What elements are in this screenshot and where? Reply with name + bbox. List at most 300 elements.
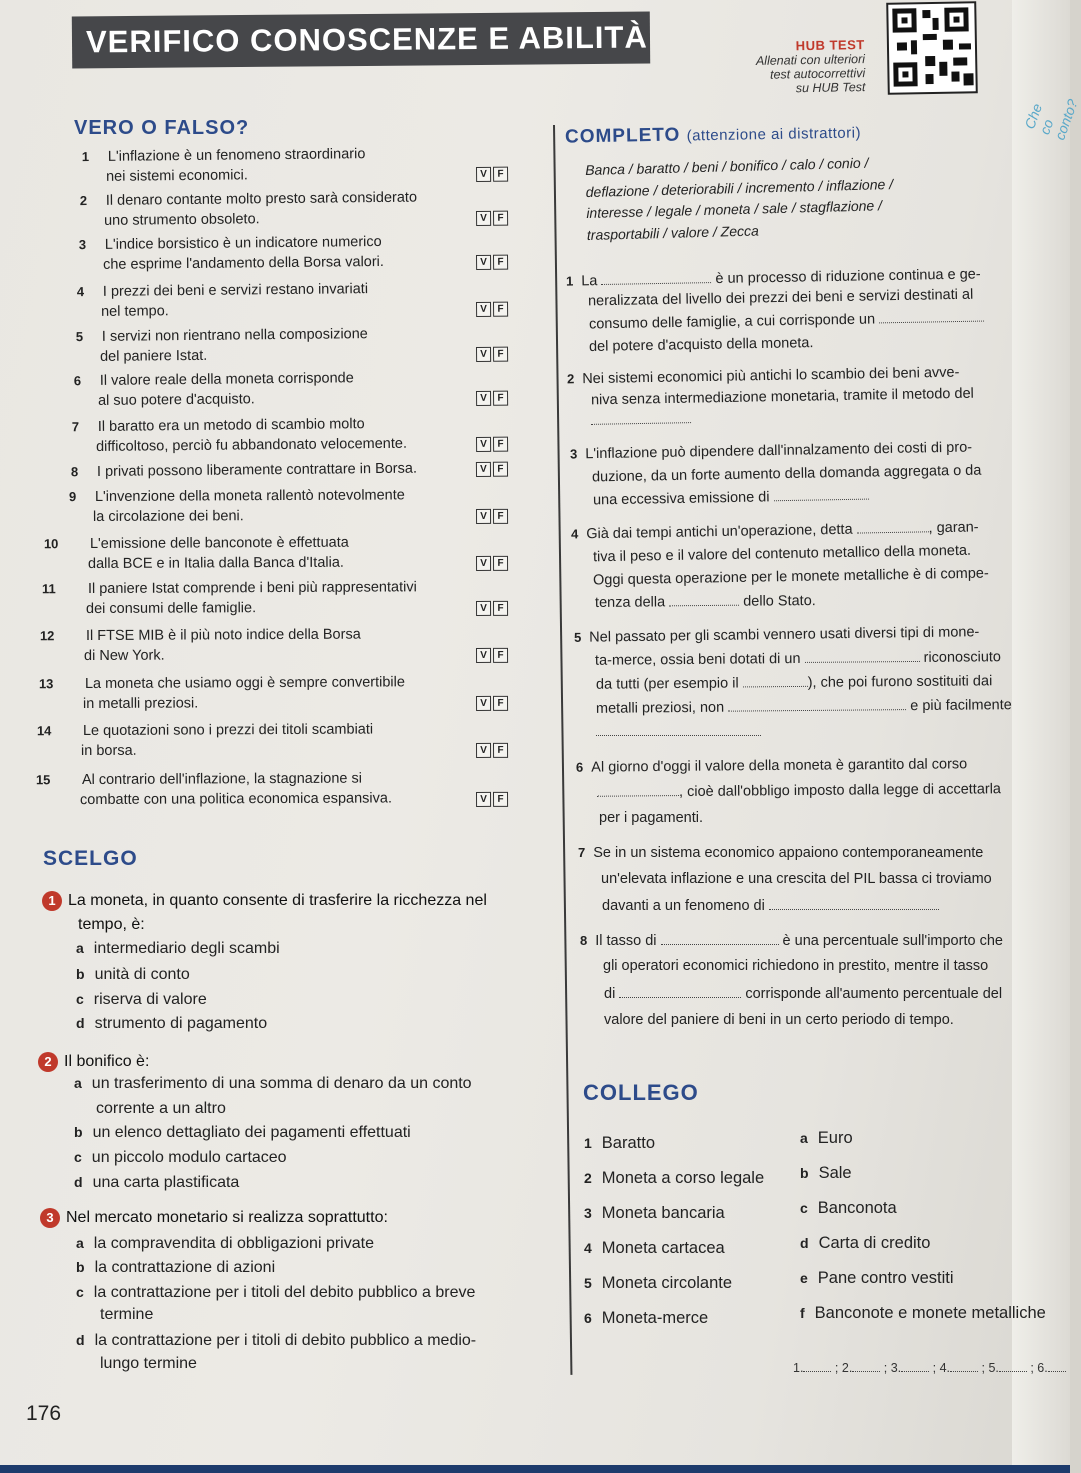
true-false-boxes [476, 391, 508, 406]
statement-line: la circolazione dei beni. [92, 508, 244, 525]
item-number: 1 [81, 149, 90, 165]
fill-text: consumo delle famiglie, a cui corrisponde un [588, 311, 876, 333]
statement-line: L'invenzione della moneta rallentò notevolmente [94, 487, 405, 505]
option-text: la compravendita di obbligazioni private [93, 1235, 374, 1252]
option-text: la contrattazione di azioni [94, 1259, 276, 1276]
section-title-scelgo: SCELGO [43, 847, 138, 870]
hub-test-line: test autocorrettivi [769, 66, 866, 82]
match-text: Banconota [817, 1199, 897, 1217]
statement-line: nei sistemi economici. [105, 167, 248, 185]
fill-text: ta-merce, ossia beni dotati di un [594, 650, 801, 669]
true-checkbox[interactable]: V [476, 437, 491, 452]
fill-text: gli operatori economici richiedono in prestito, mentre il tasso [603, 958, 989, 974]
match-text: Baratto [601, 1134, 655, 1152]
adjacent-page-text: Che co conto? [1021, 96, 1081, 142]
fill-item-number: 7 [578, 845, 586, 860]
item-number: 11 [41, 581, 56, 597]
fill-item [580, 933, 1003, 949]
option-text: un piccolo modulo cartaceo [91, 1149, 287, 1166]
statement-line: Il FTSE MIB è il più noto indice della Borsa [85, 626, 361, 645]
match-letter: c [800, 1200, 808, 1216]
question-text: La moneta, in quanto consente di trasferire la ricchezza nel [68, 892, 487, 909]
true-false-boxes [476, 509, 508, 524]
statement-line: che esprime l'andamento della Borsa valori. [102, 253, 384, 273]
statement-line: nel tempo. [100, 303, 169, 320]
mc-option-d[interactable] [76, 1015, 267, 1033]
true-false-boxes [476, 211, 508, 226]
true-false-boxes [476, 255, 508, 270]
fill-item-line [593, 488, 869, 509]
fill-item-line [596, 697, 1012, 717]
fill-text: La [581, 273, 598, 290]
fill-text: tenza della [594, 594, 666, 611]
option-letter: d [76, 1332, 85, 1348]
match-text: Moneta bancaria [601, 1204, 725, 1222]
column-divider [553, 125, 575, 1375]
fill-text: Nel passato per gli scambi vennero usati diversi tipi di mone- [589, 624, 980, 646]
fill-blank[interactable] [596, 724, 761, 736]
true-false-item [48, 460, 518, 487]
fill-item-line [604, 986, 1002, 1002]
true-checkbox[interactable]: V [476, 167, 491, 182]
statement-line: difficoltoso, perciò fu abbandonato velocemente. [95, 435, 408, 455]
fill-blank[interactable] [661, 933, 779, 945]
fill-item [571, 519, 979, 542]
item-number: 5 [75, 329, 84, 345]
false-checkbox[interactable]: F [493, 391, 508, 406]
question-number-badge: 2 [38, 1052, 58, 1072]
false-checkbox[interactable]: F [493, 462, 508, 477]
fill-item-number: 2 [566, 371, 575, 387]
match-letter: d [800, 1235, 809, 1251]
true-false-boxes [476, 743, 508, 758]
fill-text: ), che poi furono sostituiti dai [807, 673, 993, 691]
true-false-boxes [476, 792, 508, 807]
statement-line: dei consumi delle famiglie. [85, 600, 257, 618]
option-text: una carta plastificata [92, 1174, 240, 1191]
word-bank-line: interesse / legale / moneta / sale / stagflazione / [586, 197, 883, 222]
match-letter: b [800, 1165, 809, 1181]
statement-line: La moneta che usiamo oggi è sempre convertibile [84, 674, 405, 693]
fill-text: del potere d'acquisto della moneta. [588, 335, 814, 355]
fill-text: e più facilmente [910, 697, 1012, 715]
fill-text: niva senza intermediazione monetaria, tramite il metodo del [590, 385, 974, 409]
fill-blank[interactable] [743, 675, 808, 688]
match-text: Banconote e monete metalliche [814, 1304, 1046, 1322]
statement-line: Le quotazioni sono i prezzi dei titoli scambiati [82, 721, 374, 740]
mc-option-b[interactable] [74, 1124, 411, 1142]
option-text: unità di conto [94, 966, 190, 983]
item-number: 9 [68, 489, 77, 505]
match-text: Moneta cartacea [601, 1239, 725, 1257]
fill-item-line [597, 781, 1001, 801]
match-text: Carta di credito [818, 1234, 931, 1252]
match-left-item [584, 1134, 655, 1153]
mc-option-b[interactable] [76, 966, 190, 984]
fill-text: tiva il peso e il valore del contenuto metallico della moneta. [592, 542, 972, 566]
true-false-boxes [476, 462, 508, 477]
completo-subtitle: (attenzione ai distrattori) [686, 124, 862, 145]
fill-blank[interactable] [601, 271, 711, 285]
fill-blank[interactable] [769, 898, 939, 910]
fill-text: riconosciuto [923, 649, 1002, 666]
false-checkbox[interactable]: F [493, 167, 508, 182]
true-checkbox[interactable]: V [476, 391, 491, 406]
fill-item-number: 3 [569, 446, 578, 462]
match-right-item [800, 1234, 930, 1253]
fill-blank[interactable] [591, 411, 691, 425]
statement-line: I privati possono liberamente contrattare in Borsa. [96, 460, 418, 480]
item-number: 12 [39, 628, 55, 644]
option-text: lungo termine [100, 1355, 197, 1372]
question-number-badge: 3 [40, 1208, 60, 1228]
true-false-boxes [476, 696, 508, 711]
fill-text: dello Stato. [743, 593, 816, 610]
match-right-item [800, 1199, 897, 1218]
match-right-item [800, 1269, 954, 1288]
qr-code-icon[interactable] [886, 1, 978, 95]
match-right-item [800, 1304, 1046, 1323]
fill-text: è un processo di riduzione continua e ge- [715, 266, 981, 288]
fill-text: duzione, da un forte aumento della domanda aggregata o da [591, 462, 982, 486]
true-false-boxes [476, 601, 508, 616]
match-left-item [584, 1309, 708, 1328]
statement-line: Il paniere Istat comprende i beni più rappresentativi [87, 579, 417, 598]
true-false-item [39, 626, 518, 672]
match-text: Sale [818, 1164, 852, 1182]
true-false-item [48, 233, 518, 282]
fill-blank[interactable] [619, 986, 741, 998]
item-number: 4 [76, 284, 85, 300]
option-letter: a [76, 1235, 84, 1251]
match-letter: e [800, 1270, 808, 1286]
mc-option-a[interactable] [76, 1235, 374, 1253]
option-text: la contrattazione per i titoli del debito pubblico a breve [93, 1284, 476, 1301]
true-false-item [48, 145, 518, 194]
true-checkbox[interactable]: V [476, 255, 491, 270]
option-text: la contrattazione per i titoli di debito pubblico a medio- [94, 1332, 477, 1349]
statement-line: Il valore reale della moneta corrisponde [99, 370, 354, 389]
match-number: 2 [584, 1170, 592, 1186]
item-number: 3 [78, 237, 87, 253]
fill-text: un'elevata inflazione e una crescita del PIL bassa ci troviamo [601, 871, 992, 887]
answer-slot-label: ; 6. [1030, 1361, 1048, 1375]
statement-line: combatte con una politica economica espansiva. [79, 790, 393, 809]
match-number: 1 [584, 1135, 592, 1151]
fill-item-line [595, 649, 1001, 669]
true-false-boxes [476, 556, 508, 571]
fill-item [567, 365, 960, 388]
true-checkbox[interactable]: V [476, 211, 491, 226]
answer-slot-label: 1. [793, 1361, 804, 1375]
answer-blank[interactable] [999, 1360, 1027, 1372]
question-text: Il bonifico è: [64, 1053, 150, 1070]
fill-item-number: 6 [575, 759, 584, 775]
statement-line: uno strumento obsoleto. [103, 211, 260, 229]
option-letter: d [74, 1174, 83, 1190]
true-checkbox[interactable]: V [476, 743, 491, 758]
option-letter: b [76, 966, 85, 982]
page-banner: VERIFICO CONOSCENZE E ABILITÀ [72, 11, 650, 68]
option-text: termine [100, 1306, 154, 1323]
fill-item-line [596, 673, 992, 692]
statement-line: di New York. [83, 647, 165, 665]
statement-line: Al contrario dell'inflazione, la stagnazione si [81, 770, 363, 789]
fill-text: davanti a un fenomeno di [602, 898, 765, 914]
mc-option-b[interactable] [76, 1259, 275, 1277]
fill-text: Al giorno d'oggi il valore della moneta è garantito dal corso [591, 756, 968, 776]
fill-item [574, 624, 979, 646]
match-text: Euro [817, 1129, 853, 1147]
fill-item-line [589, 310, 984, 333]
match-text: Moneta a corso legale [601, 1169, 765, 1187]
match-left-item [584, 1274, 732, 1293]
statement-line: I servizi non rientrano nella composizione [101, 326, 368, 345]
fill-item [576, 756, 967, 775]
answer-slot-label: ; 3. [883, 1361, 902, 1375]
match-left-item [584, 1204, 725, 1223]
fill-blank[interactable] [597, 784, 679, 797]
option-letter: a [76, 940, 84, 956]
answer-blank[interactable] [852, 1360, 880, 1372]
option-letter: b [74, 1124, 83, 1140]
match-left-item [584, 1169, 764, 1188]
section-title-vero-falso: VERO O FALSO? [74, 117, 250, 139]
answer-slot-label: ; 4. [932, 1361, 951, 1375]
option-letter: c [74, 1149, 82, 1165]
fill-item-number: 4 [570, 526, 579, 542]
item-number: 13 [38, 676, 54, 692]
answer-blank[interactable] [901, 1360, 929, 1372]
fill-text: Il tasso di [595, 933, 657, 949]
true-checkbox[interactable]: V [476, 792, 491, 807]
fill-text: di [604, 986, 616, 1002]
true-checkbox[interactable]: V [476, 648, 491, 663]
option-letter: d [76, 1015, 85, 1031]
word-bank-line: trasportabili / valore / Zecca [586, 222, 759, 243]
match-number: 3 [584, 1205, 592, 1221]
false-checkbox[interactable]: F [493, 211, 508, 226]
true-false-item [35, 770, 518, 816]
item-number: 6 [73, 373, 82, 389]
true-false-boxes [476, 167, 508, 182]
fill-text: valore del paniere di beni in un certo periodo di tempo. [604, 1012, 954, 1028]
true-false-boxes [476, 437, 508, 452]
statement-line: L'inflazione è un fenomeno straordinario [107, 146, 366, 165]
mc-option-c[interactable] [76, 1284, 475, 1302]
word-bank-line: Banca / baratto / beni / bonifico / calo / conio / [584, 154, 869, 179]
false-checkbox[interactable]: F [493, 696, 508, 711]
true-checkbox[interactable]: V [476, 302, 491, 317]
false-checkbox[interactable]: F [493, 347, 508, 362]
statement-line: in metalli preziosi. [82, 695, 199, 713]
hub-test-line: su HUB Test [795, 80, 866, 96]
fill-text: Nei sistemi economici più antichi lo scambio dei beni avve- [582, 364, 960, 388]
fill-blank[interactable] [804, 650, 919, 663]
true-false-item [48, 189, 518, 238]
fill-text: neralizzata del livello dei prezzi dei beni e servizi destinati al [587, 286, 974, 310]
fill-item-line [591, 411, 691, 429]
true-false-item [38, 674, 518, 720]
fill-text: , cioè dall'obbligo imposto dalla legge di accettarla [678, 781, 1002, 801]
match-number: 6 [584, 1310, 592, 1326]
true-checkbox[interactable]: V [476, 509, 491, 524]
page-number: 176 [26, 1402, 62, 1425]
statement-line: I prezzi dei beni e servizi restano invariati [102, 281, 369, 300]
answer-slot-label: ; 5. [981, 1361, 999, 1375]
answer-blank[interactable] [1048, 1360, 1066, 1372]
section-title-collego: COLLEGO [583, 1080, 699, 1105]
fill-text: una eccessiva emissione di [592, 489, 770, 509]
mc-option-a[interactable] [74, 1075, 472, 1093]
true-false-item [48, 280, 518, 329]
question-text: tempo, è: [78, 916, 145, 933]
false-checkbox[interactable]: F [493, 255, 508, 270]
option-letter: a [74, 1075, 82, 1091]
fill-item-line [596, 724, 761, 740]
item-number: 8 [70, 464, 79, 480]
answer-blank[interactable] [950, 1360, 978, 1372]
section-title-completo [565, 121, 861, 148]
true-false-item [48, 415, 518, 464]
completo-title: COMPLETO [564, 124, 681, 148]
mc-option-c[interactable] [74, 1149, 287, 1167]
item-number: 10 [43, 536, 59, 552]
false-checkbox[interactable]: F [493, 556, 508, 571]
fill-blank[interactable] [773, 488, 868, 502]
true-false-item [48, 369, 518, 418]
true-false-boxes [476, 302, 508, 317]
match-text: Moneta-merce [601, 1309, 709, 1327]
word-bank [585, 152, 895, 246]
true-false-item [41, 579, 518, 625]
statement-line: dalla BCE e in Italia dalla Banca d'Italia. [87, 554, 344, 573]
true-checkbox[interactable]: V [476, 696, 491, 711]
fill-text: Già dai tempi antichi un'operazione, detta [586, 521, 853, 543]
match-number: 5 [584, 1275, 592, 1291]
match-letter: f [800, 1305, 805, 1321]
question-text: Nel mercato monetario si realizza soprattutto: [66, 1209, 388, 1226]
match-text: Pane contro vestiti [817, 1269, 954, 1287]
mc-question [38, 1052, 149, 1072]
mc-question [40, 1208, 388, 1228]
statement-line: al suo potere d'acquisto. [97, 391, 255, 409]
true-false-boxes [476, 648, 508, 663]
mc-option-c[interactable] [76, 991, 207, 1009]
false-checkbox[interactable]: F [493, 743, 508, 758]
option-text: un trasferimento di una somma di denaro da un conto [91, 1075, 472, 1092]
fill-text: , garan- [928, 519, 979, 537]
match-right-item [800, 1129, 853, 1148]
fill-item-number: 5 [573, 629, 582, 645]
item-number: 7 [71, 419, 80, 435]
option-letter: c [76, 1284, 84, 1300]
mc-option-d[interactable] [74, 1174, 239, 1192]
option-text: corrente a un altro [96, 1100, 226, 1117]
true-checkbox[interactable]: V [476, 556, 491, 571]
fill-text: L'inflazione può dipendere dall'innalzamento dei costi di pro- [585, 439, 973, 463]
mc-question [42, 891, 487, 911]
item-number: 2 [79, 193, 88, 209]
answer-slot-label: ; 2. [834, 1361, 853, 1375]
true-false-item [48, 487, 518, 533]
false-checkbox[interactable]: F [493, 302, 508, 317]
hub-test-title: HUB TEST [795, 37, 865, 54]
fill-text: per i pagamenti. [599, 810, 703, 826]
statement-line: Il baratto era un metodo di scambio molto [97, 416, 365, 435]
answer-blank[interactable] [803, 1360, 831, 1372]
fill-text: metalli preziosi, non [595, 699, 725, 717]
fill-item [570, 439, 972, 462]
fill-item-number: 8 [580, 933, 588, 948]
fill-blank[interactable] [879, 310, 984, 324]
fill-text: è una percentuale sull'importo che [782, 933, 1003, 949]
false-checkbox[interactable]: F [493, 509, 508, 524]
statement-line: del paniere Istat. [99, 347, 208, 365]
fill-text: Oggi questa operazione per le monete metalliche è di compe- [592, 565, 989, 589]
fill-blank[interactable] [856, 520, 928, 533]
false-checkbox[interactable]: F [493, 648, 508, 663]
statement-line: L'emissione delle banconote è effettuata [89, 534, 349, 553]
fill-text: corrisponde all'aumento percentuale del [745, 986, 1003, 1002]
matching-answer-line [793, 1360, 1066, 1375]
item-number: 15 [35, 772, 51, 788]
match-right-item [800, 1164, 852, 1183]
option-letter: b [76, 1259, 85, 1275]
false-checkbox[interactable]: F [493, 601, 508, 616]
hub-test-line: Allenati con ulteriori [755, 52, 866, 68]
false-checkbox[interactable]: F [493, 437, 508, 452]
question-number-badge: 1 [42, 891, 62, 911]
fill-text: da tutti (per esempio il [595, 675, 739, 693]
statement-line: L'indice borsistico è un indicatore numerico [104, 233, 382, 253]
true-false-boxes [476, 347, 508, 362]
match-text: Moneta circolante [601, 1274, 733, 1292]
fill-item-line [602, 898, 939, 914]
false-checkbox[interactable]: F [493, 792, 508, 807]
true-false-item [48, 325, 518, 374]
fill-blank[interactable] [669, 594, 739, 607]
match-left-item [584, 1239, 725, 1258]
fill-blank[interactable] [728, 698, 906, 712]
item-number: 14 [36, 723, 52, 739]
statement-line: in borsa. [80, 742, 137, 760]
fill-text: Se in un sistema economico appaiono contemporaneamente [593, 845, 984, 861]
option-text: strumento di pagamento [94, 1015, 268, 1032]
match-number: 4 [584, 1240, 592, 1256]
fill-item [566, 266, 981, 289]
fill-item-number: 1 [565, 273, 574, 289]
true-false-item [36, 721, 518, 767]
word-bank-line: deflazione / deteriorabili / incremento / inflazione / [585, 175, 894, 200]
mc-option-d[interactable] [76, 1332, 476, 1350]
true-false-item [43, 534, 518, 580]
true-checkbox[interactable]: V [476, 601, 491, 616]
option-letter: c [76, 991, 84, 1007]
statement-line: Il denaro contante molto presto sarà considerato [105, 189, 418, 209]
fill-item [578, 845, 983, 861]
fill-item-line [595, 593, 816, 611]
option-text: riserva di valore [93, 991, 207, 1008]
bottom-strip [0, 1465, 1070, 1473]
hub-test-box [755, 37, 865, 96]
option-text: un elenco dettagliato dei pagamenti effettuati [92, 1124, 411, 1141]
true-checkbox[interactable]: V [476, 347, 491, 362]
mc-option-a[interactable] [76, 940, 280, 958]
option-text: intermediario degli scambi [93, 940, 280, 957]
adjacent-page-edge [1012, 0, 1070, 1473]
true-checkbox[interactable]: V [476, 462, 491, 477]
